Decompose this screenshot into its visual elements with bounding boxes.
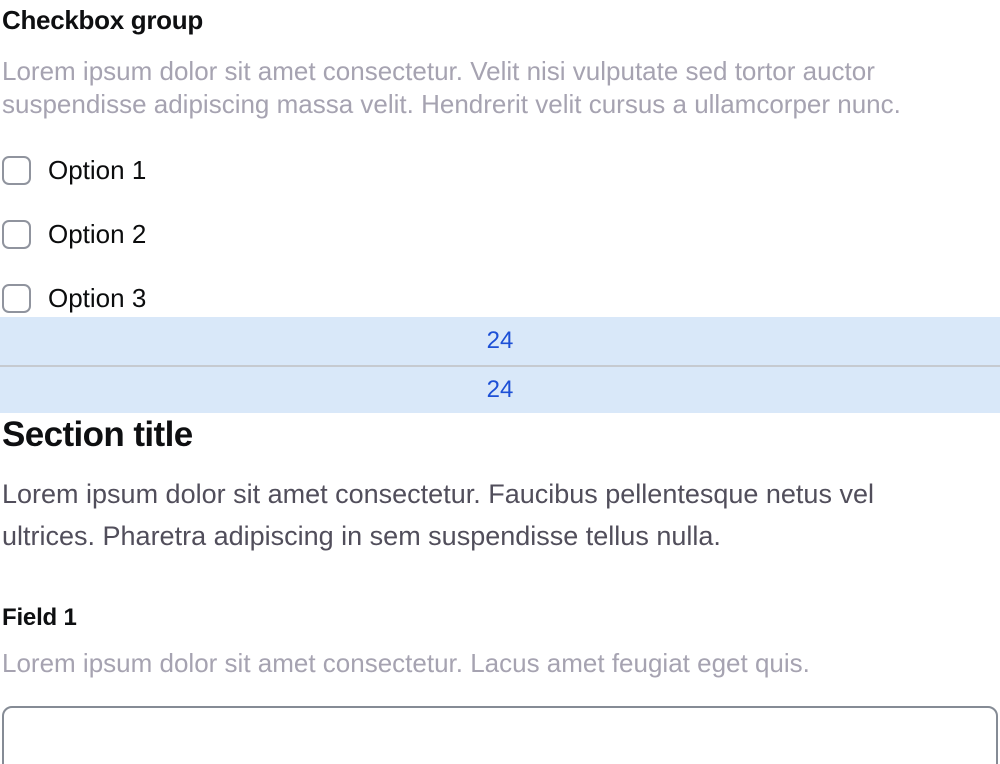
field-text-input[interactable] <box>2 706 998 764</box>
value-link-2[interactable]: 24 <box>486 376 514 403</box>
value-row-1[interactable] <box>0 317 1000 365</box>
checkbox-option-3[interactable] <box>2 284 31 313</box>
section-title: Section title <box>2 415 193 454</box>
checkbox-label-option-3: Option 3 <box>48 283 147 313</box>
value-link-1[interactable]: 24 <box>486 327 514 354</box>
section-paragraph: Lorem ipsum dolor sit amet consectetur. Faucibus pellentesque netus vel ultrices. Pharetra adipiscing in sem suspendisse tellus nulla. <box>2 479 874 551</box>
checkbox-option-2[interactable] <box>2 220 31 249</box>
checkbox-label-option-1: Option 1 <box>48 155 147 185</box>
field-description: Lorem ipsum dolor sit amet consectetur. Lacus amet feugiat eget quis. <box>2 648 810 678</box>
checkbox-group-description: Lorem ipsum dolor sit amet consectetur. Velit nisi vulputate sed tortor auctor suspendisse adipiscing massa velit. Hendrerit velit cursus a ullamcorper nunc. <box>2 56 901 119</box>
value-rows-band <box>0 317 1000 413</box>
checkbox-row-option-2[interactable] <box>2 220 998 249</box>
value-row-2[interactable] <box>0 365 1000 413</box>
checkbox-row-option-1[interactable] <box>2 156 998 185</box>
checkbox-group-title: Checkbox group <box>2 5 203 35</box>
checkbox-label-option-2: Option 2 <box>48 219 147 249</box>
checkbox-option-1[interactable] <box>2 156 31 185</box>
checkbox-row-option-3[interactable] <box>2 284 998 313</box>
field-label: Field 1 <box>2 604 77 631</box>
